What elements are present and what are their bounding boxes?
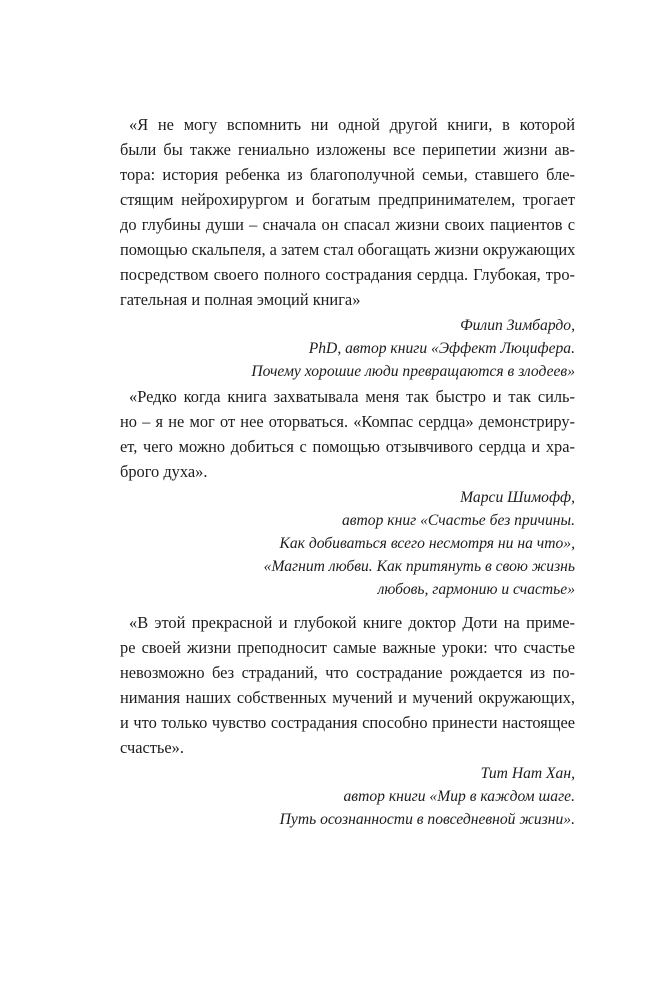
attribution-line: PhD, автор книги «Эффект Люцифера. (308, 340, 575, 357)
quote-line: счастье». (120, 738, 184, 757)
attribution-author: Тит Нат Хан, (480, 765, 575, 782)
quote-line: были бы также гениально изложены все перипетии жизни ав- (120, 140, 575, 159)
quote-line: но – я не мог от нее оторваться. «Компас сердца» демонстриру- (120, 412, 575, 431)
quote-line: помощью скальпеля, а затем стал обогащать жизни окружающих (120, 240, 576, 259)
attribution (120, 314, 575, 383)
quote-line: «Я не могу вспомнить ни одной другой книги, в которой (129, 115, 575, 134)
quote-line: ре своей жизни преподносит самые важные уроки: что счастье (120, 638, 575, 657)
quote-block-2 (120, 384, 575, 601)
attribution (120, 486, 575, 601)
quote-line: до глубины души – сначала он спасал жизни своих пациентов с (120, 215, 575, 234)
attribution-line: Путь осознанности в повседневной жизни». (279, 811, 575, 828)
attribution (120, 762, 575, 831)
attribution-author: Филип Зимбардо, (460, 317, 575, 334)
quote-line: «Редко когда книга захватывала меня так быстро и так силь- (129, 387, 575, 406)
attribution-line: Как добиваться всего несмотря ни на что», (279, 535, 575, 552)
attribution-author: Марси Шимофф, (460, 489, 575, 506)
attribution-line: автор книги «Мир в каждом шаге. (343, 788, 575, 805)
quote-line: стящим нейрохирургом и богатым предпринимателем, трогает (120, 190, 575, 209)
attribution-line: Почему хорошие люди превращаются в злодеев» (251, 363, 575, 380)
attribution-line: любовь, гармонию и счастье» (377, 581, 575, 598)
quote-line: тора: история ребенка из благополучной семьи, ставшего бле- (120, 165, 575, 184)
quote-line: гательная и полная эмоций книга» (120, 290, 361, 309)
quote-line: брого духа». (120, 462, 208, 481)
quote-line: посредством своего полного сострадания сердца. Глубокая, тро- (120, 265, 575, 284)
attribution-line: автор книг «Счастье без причины. (341, 512, 575, 529)
attribution-line: «Магнит любви. Как притянуть в свою жизнь (263, 558, 575, 575)
quote-line: и что только чувство сострадания способно принести настоящее (120, 713, 575, 732)
quote-line: нимания наших собственных мучений и мучений окружающих, (120, 688, 575, 707)
quote-line: «В этой прекрасной и глубокой книге доктор Доти на приме- (129, 613, 575, 632)
quote-block-3 (120, 610, 575, 831)
quote-line: ет, чего можно добиться с помощью отзывчивого сердца и хра- (120, 437, 575, 456)
quote-line: невозможно без страданий, что сострадание рождается из по- (120, 663, 575, 682)
quote-block-1 (120, 112, 575, 383)
